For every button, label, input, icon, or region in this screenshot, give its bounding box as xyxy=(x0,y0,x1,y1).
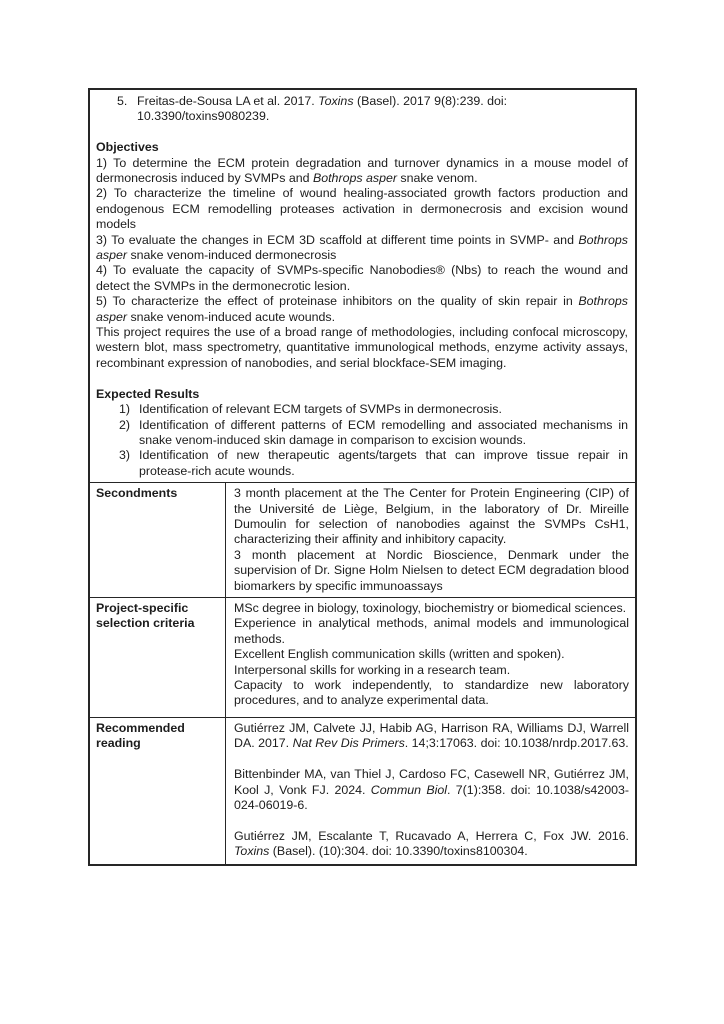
italic-text-run: Toxins xyxy=(318,94,354,108)
paragraph xyxy=(234,647,629,662)
text-run: . 14;3:17063. doi: 10.1038/nrdp.2017.63. xyxy=(404,736,629,751)
paragraph xyxy=(234,767,629,813)
table-row-overview xyxy=(90,90,635,482)
item-number: 1) xyxy=(119,402,131,417)
numbered-item xyxy=(96,402,628,417)
paragraph xyxy=(96,233,628,264)
italic-text-run: Bothrops asper xyxy=(96,294,628,324)
text-run: snake venom-induced acute wounds. xyxy=(127,309,336,324)
project-description-table xyxy=(88,88,637,866)
italic-text-run: Commun Biol xyxy=(370,782,448,797)
paragraph xyxy=(234,678,629,709)
paragraph xyxy=(96,325,628,371)
text-run: 3 month placement at Nordic Bioscience, Denmark under the supervision of Dr. Signe Holm Nielsen to detect ECM degradation blood biomarkers by specific immunoassays xyxy=(234,547,629,593)
paragraph xyxy=(234,616,629,647)
text-run: 3) To evaluate the changes in ECM 3D scaffold at different time points in SVMP- and xyxy=(96,232,579,247)
objectives-paragraphs xyxy=(96,156,628,372)
text-run: This project requires the use of a broad range of methodologies, including confocal microscopy, western blot, mass spectrometry, quantitative immunological methods, enzyme activity assays, recombinant expression of nanobodies, and serial blockface-SEM imaging. xyxy=(96,325,628,370)
text-run: Bittenbinder MA, van Thiel J, Cardoso FC, Casewell NR, Gutiérrez JM, Kool J, Vonk FJ. 2024. xyxy=(234,767,629,797)
italic-text-run: Bothrops asper xyxy=(312,171,397,186)
text-run: (Basel). (10):304. doi: 10.3390/toxins8100304. xyxy=(269,844,528,859)
text-run: 4) To evaluate the capacity of SVMPs-specific Nanobodies® (Nbs) to reach the wound and detect the SVMPs in the dermonecrotic lesion. xyxy=(96,263,628,293)
paragraph xyxy=(234,486,629,548)
reference-item xyxy=(96,94,628,125)
paragraph xyxy=(234,829,629,860)
table-row-selection-criteria xyxy=(90,597,635,717)
text-run: MSc degree in biology, toxinology, biochemistry or biomedical sciences. xyxy=(234,600,627,615)
text-run: Experience in analytical methods, animal models and immunological methods. xyxy=(234,616,629,646)
blank-line xyxy=(96,125,628,140)
secondments-content xyxy=(226,483,635,597)
reference-number: 5. xyxy=(117,94,128,108)
item-text xyxy=(139,418,628,447)
text-run: Identification of relevant ECM targets of SVMPs in dermonecrosis. xyxy=(139,402,502,417)
text-run: snake venom-induced dermonecrosis xyxy=(127,248,337,263)
text-run: Identification of different patterns of ECM remodelling and associated mechanisms in snake venom-induced skin damage in comparison to excision wounds. xyxy=(139,417,628,447)
item-text xyxy=(139,402,502,416)
text-run: Excellent English communication skills (written and spoken). xyxy=(234,647,565,662)
text-run: 2) To characterize the timeline of wound healing-associated growth factors production and endogenous ECM remodelling proteases activation in dermonecrosis and excision wound models xyxy=(96,186,628,232)
paragraph xyxy=(96,186,628,232)
text-run: (Basel). 2017 9(8):239. doi: 10.3390/toxins9080239. xyxy=(137,94,508,124)
text-run: Gutiérrez JM, Calvete JJ, Habib AG, Harrison RA, Williams DJ, Warrell DA. 2017. xyxy=(234,720,629,751)
paragraph xyxy=(234,663,629,678)
text-run: Freitas-de-Sousa LA et al. 2017. xyxy=(137,94,319,108)
item-number: 3) xyxy=(119,448,131,463)
text-run: 3 month placement at the The Center for Protein Engineering (CIP) of the Université de Liège, Belgium, in the laboratory of Dr. Mireille Dumoulin for selection of nanobodies against the SVMPs CsH1, characterizing their affinity and inhibitory capacity. xyxy=(234,486,629,547)
paragraph xyxy=(234,548,629,594)
table-row-recommended-reading xyxy=(90,717,635,864)
table-row-secondments xyxy=(90,482,635,597)
italic-text-run: Bothrops asper xyxy=(96,232,628,263)
overview-cell xyxy=(90,90,635,482)
selection-criteria-content xyxy=(226,598,635,717)
blank-line xyxy=(96,371,628,386)
expected-results-list xyxy=(96,402,628,479)
recommended-reading-content xyxy=(226,718,635,864)
paragraph xyxy=(96,156,628,187)
text-run: Identification of new therapeutic agents/targets that can improve tissue repair in protease-rich acute wounds. xyxy=(139,448,628,478)
paragraph xyxy=(96,294,628,325)
numbered-item xyxy=(96,418,628,449)
text-run: 5) To characterize the effect of proteinase inhibitors on the quality of skin repair in xyxy=(96,294,579,309)
expected-results-heading: Expected Results xyxy=(96,386,200,401)
text-run: snake venom. xyxy=(396,171,478,186)
objectives-heading: Objectives xyxy=(96,140,159,155)
paragraph xyxy=(234,601,629,616)
paragraph xyxy=(96,263,628,294)
text-run: Interpersonal skills for working in a research team. xyxy=(234,662,511,677)
italic-text-run: Toxins xyxy=(234,844,270,859)
numbered-item xyxy=(96,448,628,479)
item-text xyxy=(139,448,628,477)
text-run: Gutiérrez JM, Escalante T, Rucavado A, Herrera C, Fox JW. 2016. xyxy=(234,828,629,843)
row-label-selection-criteria: Project-specific selection criteria xyxy=(90,598,226,717)
row-label-recommended-reading: Recommended reading xyxy=(90,718,226,864)
italic-text-run: Nat Rev Dis Primers xyxy=(292,736,405,751)
item-number: 2) xyxy=(119,417,131,432)
reference-text xyxy=(137,94,507,123)
row-label-secondments: Secondments xyxy=(90,483,226,597)
paragraph xyxy=(234,721,629,752)
text-run: . 7(1):358. doi: 10.1038/s42003-024-06019-6. xyxy=(234,782,629,812)
text-run: Capacity to work independently, to standardize new laboratory procedures, and to analyze experimental data. xyxy=(234,678,629,708)
text-run: 1) To determine the ECM protein degradation and turnover dynamics in a mouse model of dermonecrosis induced by SVMPs and xyxy=(96,155,628,186)
